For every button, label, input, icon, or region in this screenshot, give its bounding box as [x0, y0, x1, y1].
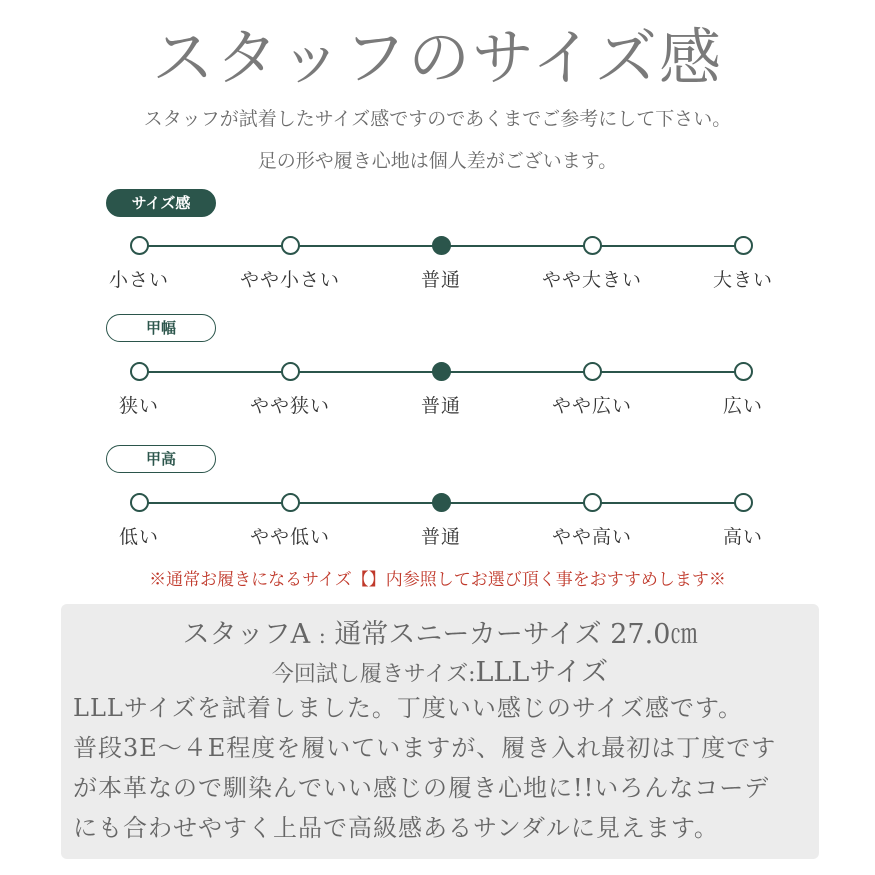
scale-dot	[130, 493, 149, 512]
scale-instep-width	[0, 371, 875, 431]
page-title: スタッフのサイズ感	[151, 21, 724, 94]
scale-dot	[583, 362, 602, 381]
comment-line: が本革なので馴染んでいい感じの履き心地に!!いろんなコーデ	[73, 774, 770, 802]
scale-label: 小さい	[108, 269, 169, 291]
scale-size-feel	[0, 245, 875, 305]
scale-label: やや小さい	[239, 269, 340, 291]
scale-label: 高い	[722, 526, 763, 548]
scale-dot	[734, 493, 753, 512]
scale-dot	[130, 362, 149, 381]
scale-label: 大きい	[712, 269, 773, 291]
comment-line: にも合わせやすく上品で高級感あるサンダルに見えます。	[73, 814, 719, 842]
scale-dot	[583, 493, 602, 512]
staff-separator: :	[318, 624, 326, 648]
staff-review-panel	[61, 604, 819, 859]
scale-label: やや低い	[249, 526, 330, 548]
scale-dot	[734, 362, 753, 381]
staff-name: スタッフA	[182, 619, 311, 650]
staff-comment	[73, 688, 813, 848]
trial-size-line	[61, 650, 819, 689]
badge-instep-height: 甲高	[106, 445, 216, 473]
trial-size-label: 今回試し履きサイズ:	[271, 662, 476, 687]
scale-label: 普通	[420, 269, 461, 291]
scale-dot-selected	[432, 236, 451, 255]
trial-size-value: LLLサイズ	[475, 657, 609, 688]
scale-dot	[734, 236, 753, 255]
scale-dot	[583, 236, 602, 255]
scale-label: やや広い	[551, 395, 632, 417]
staff-info-line	[61, 612, 819, 651]
comment-line: LLLサイズを試着しました。丁度いい感じのサイズ感です。	[73, 694, 744, 722]
badge-size-feel: サイズ感	[106, 189, 216, 217]
scale-dot	[130, 236, 149, 255]
scale-label: やや大きい	[541, 269, 642, 291]
comment-line: 普段3E～４E程度を履いていますが、履き入れ最初は丁度です	[73, 734, 777, 762]
scale-label: やや高い	[551, 526, 632, 548]
scale-label: 普通	[420, 526, 461, 548]
scale-label: 低い	[118, 526, 159, 548]
scale-dot-selected	[432, 493, 451, 512]
scale-dot	[281, 493, 300, 512]
scale-instep-height	[0, 502, 875, 562]
scale-label: やや狭い	[249, 395, 330, 417]
size-selection-note: ※通常お履きになるサイズ【】内参照してお選び頂く事をおすすめします※	[149, 570, 726, 590]
subtitle-fit-note: 足の形や履き心地は個人差がございます。	[257, 150, 618, 172]
scale-label: 狭い	[118, 395, 159, 417]
scale-label: 普通	[420, 395, 461, 417]
subtitle-disclaimer: スタッフが試着したサイズ感ですのであくまでご参考にして下さい。	[143, 108, 732, 130]
badge-instep-width: 甲幅	[106, 314, 216, 342]
staff-normal-size: 通常スニーカーサイズ 27.0㎝	[334, 619, 698, 650]
scale-label: 広い	[722, 395, 763, 417]
scale-dot	[281, 362, 300, 381]
scale-dot-selected	[432, 362, 451, 381]
scale-dot	[281, 236, 300, 255]
